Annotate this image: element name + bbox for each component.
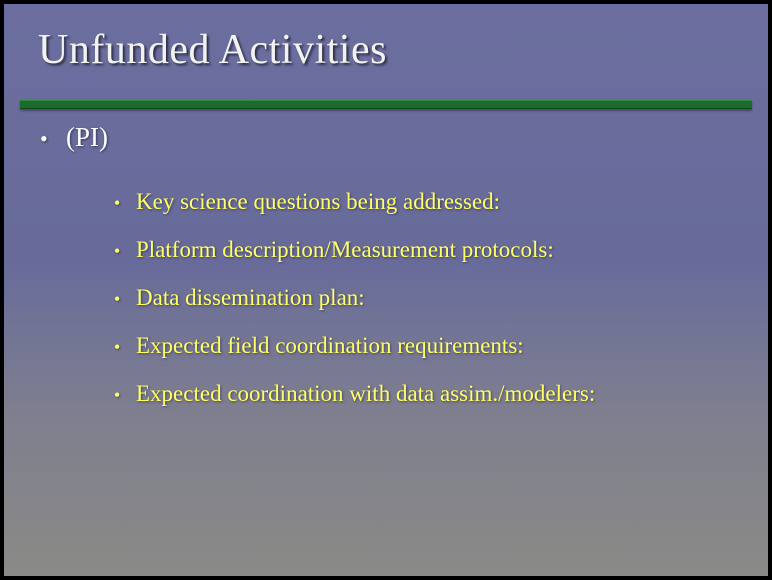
list-item-label: Expected field coordination requirements: <box>136 333 524 358</box>
bullet-icon: • <box>40 126 48 151</box>
slide-body <box>4 122 768 407</box>
title-divider <box>20 100 752 109</box>
bullet-icon: • <box>114 241 121 261</box>
bullet-icon: • <box>114 337 121 357</box>
page-title: Unfunded Activities <box>38 27 387 73</box>
bullet-icon: • <box>114 385 121 405</box>
list-item-label: Expected coordination with data assim./modelers: <box>136 381 596 406</box>
list-item-label: Data dissemination plan: <box>136 285 365 310</box>
list-item <box>114 215 768 263</box>
list-item <box>114 311 768 359</box>
list-item-label: Key science questions being addressed: <box>136 189 501 214</box>
list-item <box>114 359 768 407</box>
bullet-icon: • <box>114 289 121 309</box>
bullet-icon: • <box>114 193 121 213</box>
list-item <box>114 263 768 311</box>
list-item-label: (PI) <box>66 122 108 152</box>
list-item-label: Platform description/Measurement protocols: <box>136 237 554 262</box>
list-item <box>114 167 768 215</box>
list-item <box>40 122 768 153</box>
